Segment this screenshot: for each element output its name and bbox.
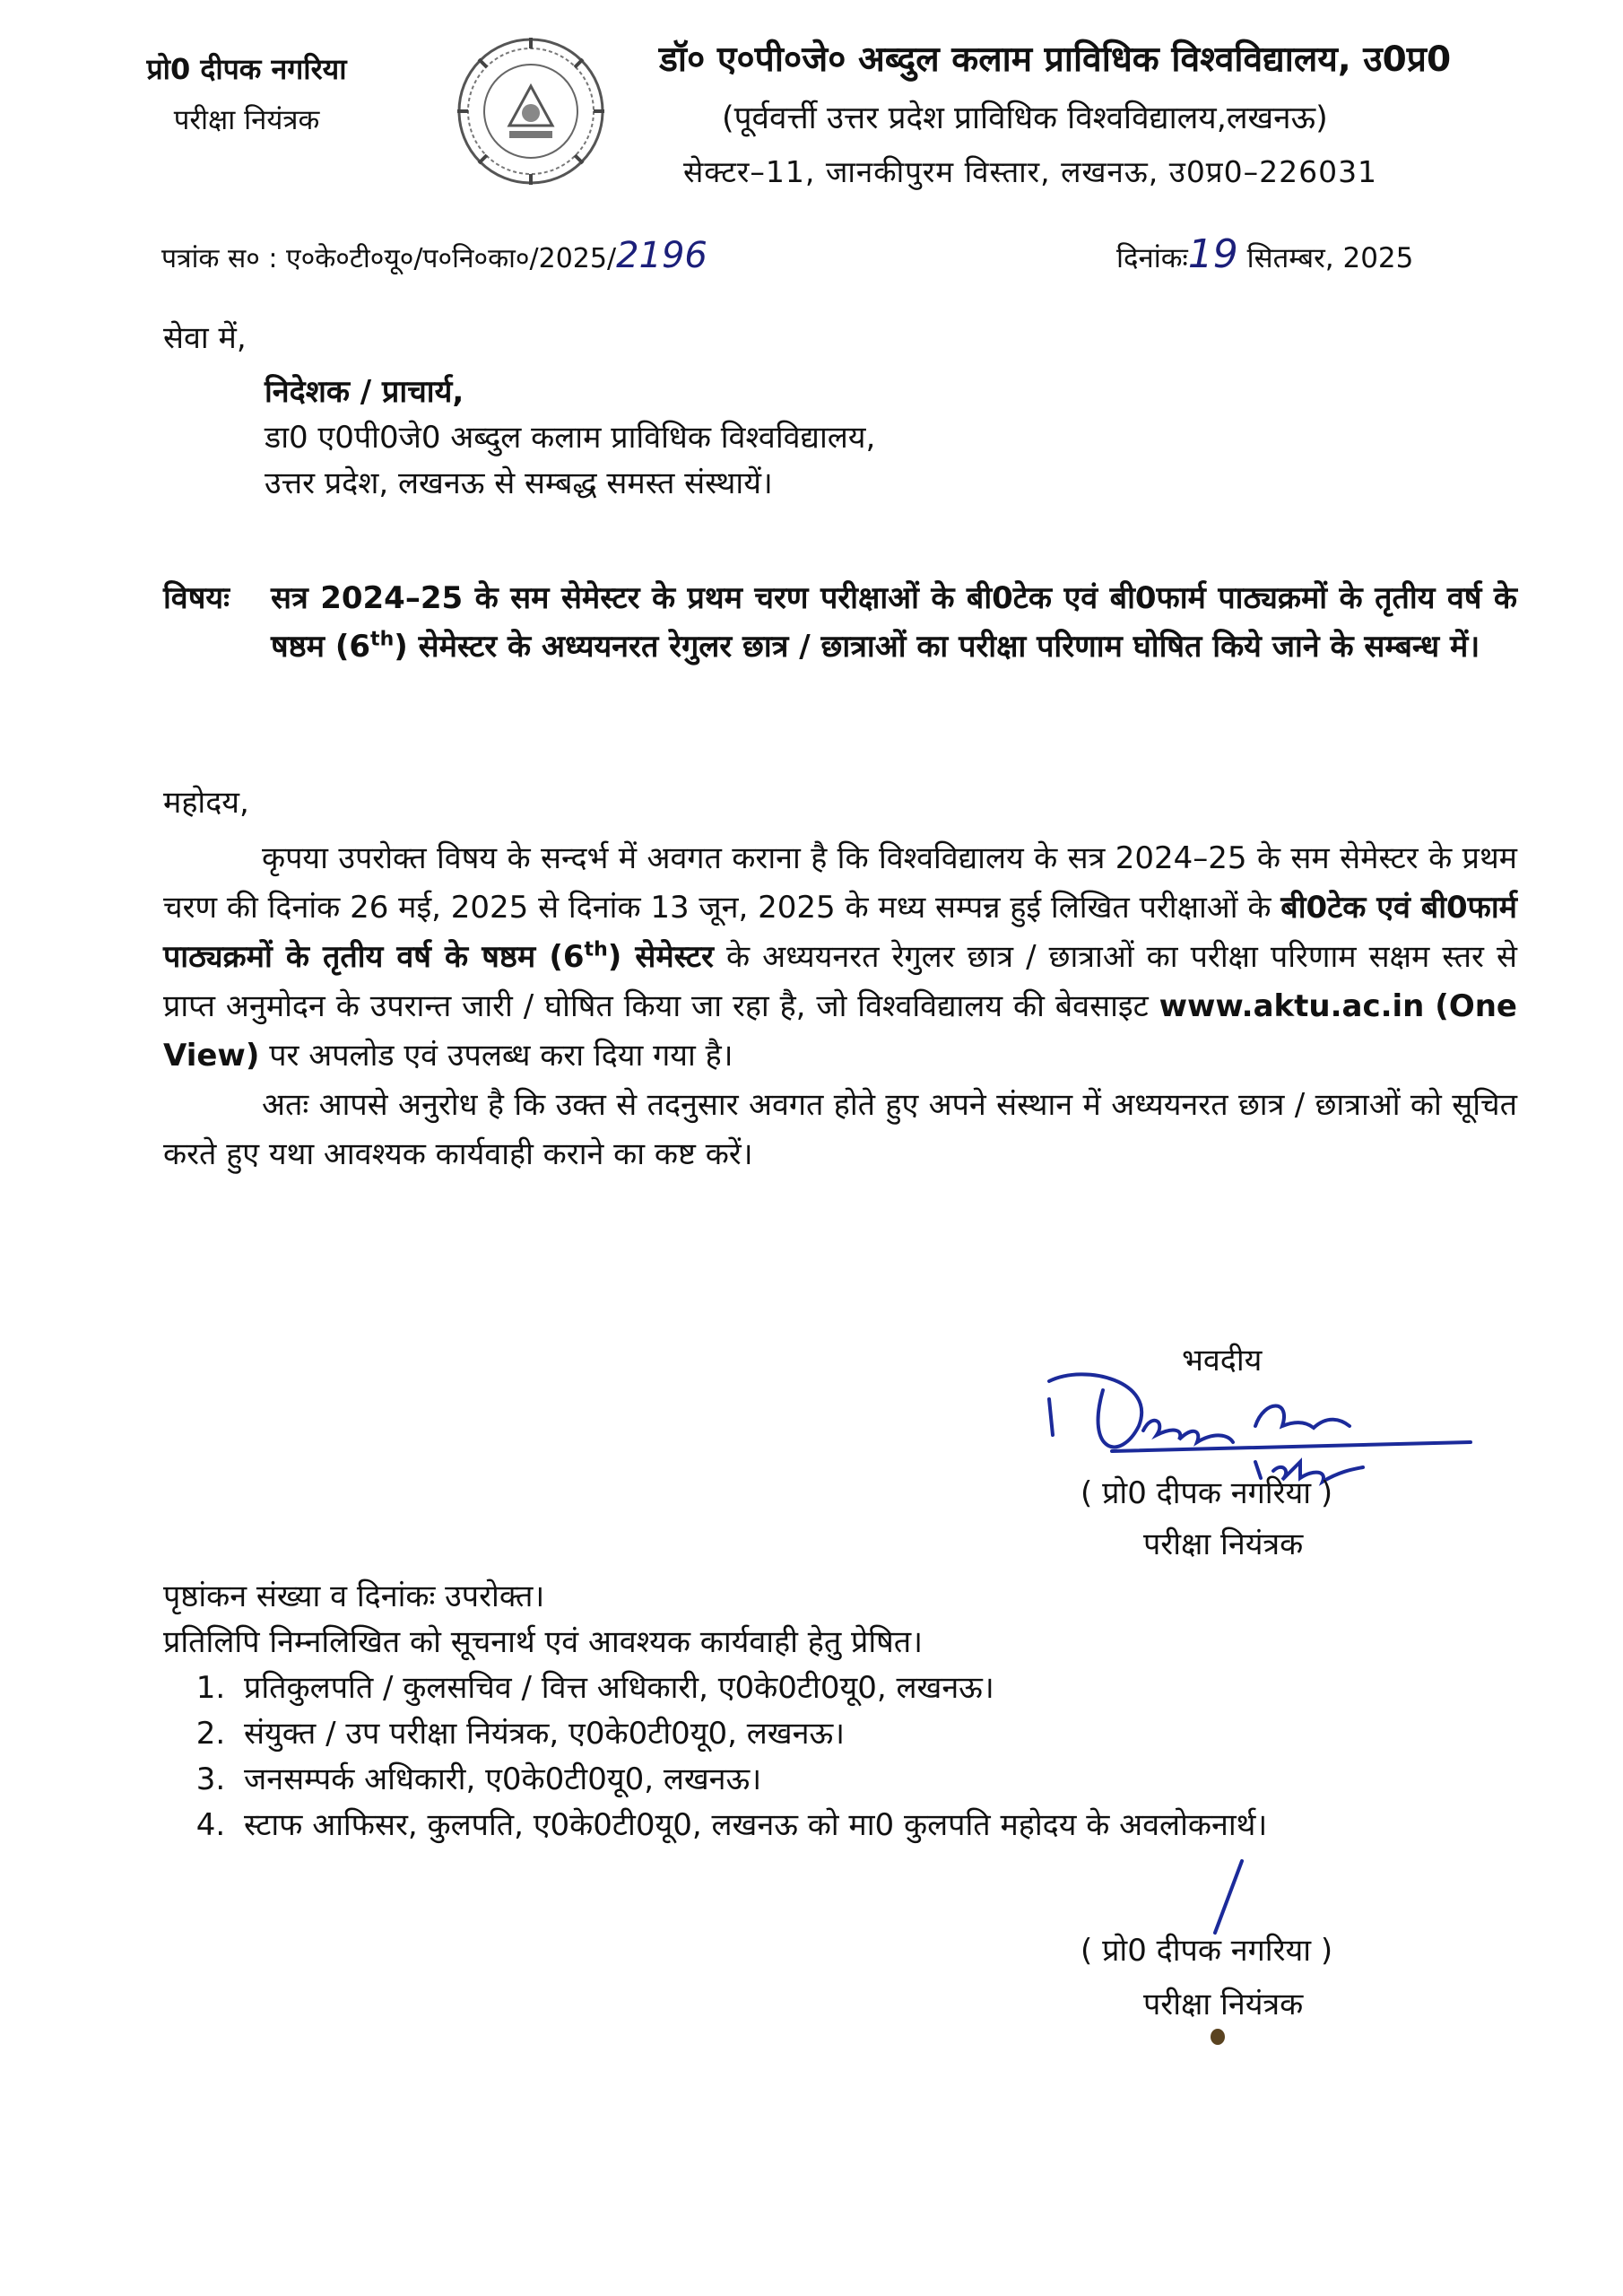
- university-seal-icon: [456, 36, 606, 187]
- university-header: [632, 34, 1556, 191]
- subject-sup: th: [370, 629, 395, 652]
- ink-blot: [1211, 2029, 1225, 2045]
- addressee-line-3: उत्तर प्रदेश, लखनऊ से सम्बद्ध समस्त संस्थायें।: [265, 465, 773, 501]
- date-prefix: दिनांकः: [1116, 242, 1188, 274]
- reference-prefix: पत्रांक स० : ए०के०टी०यू०/प०नि०का०/2025/: [161, 243, 617, 274]
- list-item: 3. जनसम्पर्क अधिकारी, ए0के0टी0यू0, लखनऊ।: [235, 1757, 1508, 1803]
- endorsement-block: [163, 1574, 1508, 1848]
- initial-mark-icon: [1202, 1857, 1255, 1937]
- date-day-handwritten: 19: [1187, 231, 1238, 277]
- list-item: 4. स्टाफ आफिसर, कुलपति, ए0के0टी0यू0, लखनऊ को मा0 कुलपति महोदय के अवलोकनार्थ।: [235, 1803, 1508, 1848]
- copy-recipients-list: [163, 1665, 1508, 1848]
- endorsement-line-1: पृष्ठांकन संख्या व दिनांकः उपरोक्त।: [163, 1578, 545, 1614]
- controller-header-block: [85, 49, 408, 138]
- closing: भवदीय: [1182, 1343, 1263, 1378]
- university-address: सेक्टर–11, जानकीपुरम विस्तार, लखनऊ, उ0प्र0–226031: [683, 154, 1378, 189]
- university-name: डॉ० ए०पी०जे० अब्दुल कलाम प्राविधिक विश्वविद्यालय, उ0प्र0: [659, 39, 1452, 80]
- website-link[interactable]: www.aktu.ac.in: [1159, 988, 1425, 1025]
- list-item: 2. संयुक्त / उप परीक्षा नियंत्रक, ए0के0टी0यू0, लखनऊ।: [235, 1711, 1508, 1757]
- p1-text-c: के अध्ययनरत रेगुलर छात्र / छात्राओं का परीक्षा परिणाम सक्षम स्तर से प्राप्त अनुमोदन के उपरान्त जारी / घोषित किया जा रहा है, जो विश्वविद्यालय की बेवसाइट: [163, 939, 1517, 1025]
- addressee-line-2: डा0 ए0पी0जे0 अब्दुल कलाम प्राविधिक विश्वविद्यालय,: [265, 420, 876, 456]
- subject-text-b: ) सेमेस्टर के अध्ययनरत रेगुलर छात्र / छात्राओं का परीक्षा परिणाम घोषित किये जाने के सम्बन्ध में।: [394, 629, 1480, 665]
- p1-text-a: कृपया उपरोक्त विषय के सन्दर्भ में अवगत कराना है कि विश्वविद्यालय के सत्र 2024–25 के सम सेमेस्टर के प्रथम चरण की दिनांक 26 मई, 2025 से दिनांक 13 जून, 2025 के मध्य सम्पन्न हुई लिखित परीक्षाओं के: [163, 840, 1517, 926]
- signatory-name-2: ( प्रो0 दीपक नगरिया ): [1081, 1933, 1333, 1969]
- university-former-name: (पूर्ववर्त्ती उत्तर प्रदेश प्राविधिक विश्वविद्यालय,लखनऊ): [722, 100, 1328, 136]
- signatory-designation: परीक्षा नियंत्रक: [1143, 1526, 1304, 1562]
- list-item: 1. प्रतिकुलपति / कुलसचिव / वित्त अधिकारी, ए0के0टी0यू0, लखनऊ।: [235, 1665, 1508, 1711]
- subject-text-a: सत्र 2024–25 के सम सेमेस्टर के प्रथम चरण परीक्षाओं के बी0टेक एवं बी0फार्म पाठ्यक्रमों के तृतीय वर्ष के षष्ठम (6: [271, 580, 1517, 665]
- subject-text: [271, 574, 1517, 672]
- controller-name: प्रो0 दीपक नगरिया: [146, 52, 347, 86]
- addressee-to: सेवा में,: [163, 320, 247, 356]
- reference-number-line: [161, 235, 707, 276]
- endorsement-line-2: प्रतिलिपि निम्नलिखित को सूचनार्थ एवं आवश्यक कार्यवाही हेतु प्रेषित।: [163, 1624, 924, 1660]
- controller-designation: परीक्षा नियंत्रक: [173, 104, 320, 136]
- p1-bold: बी0टेक एवं बी0फार्म पाठ्यक्रमों के तृतीय वर्ष के षष्ठम (6: [163, 890, 1518, 976]
- subject-block: [163, 574, 1517, 672]
- addressee-block: [265, 370, 1341, 507]
- salutation: महोदय,: [163, 785, 249, 821]
- letter-body: [163, 834, 1517, 1180]
- one-view-label: (One View): [163, 988, 1517, 1074]
- addressee-line-1: निदेशक / प्राचार्य,: [265, 374, 464, 410]
- body-paragraph-1: [163, 834, 1517, 1081]
- body-paragraph-2: अतः आपसे अनुरोध है कि उक्त से तदनुसार अवगत होते हुए अपने संस्थान में अध्ययनरत छात्र / छात्राओं को सूचित करते हुए यथा आवश्यक कार्यवाही कराने का कष्ट करें।: [163, 1087, 1517, 1173]
- p1-sup: th: [584, 938, 608, 961]
- signatory-designation-2: परीक्षा नियंत्रक: [1143, 1987, 1304, 2022]
- reference-number-handwritten: 2196: [616, 235, 707, 276]
- date-month-year: सितम्बर, 2025: [1237, 242, 1414, 274]
- date-line: [1116, 231, 1413, 277]
- p1-bold-2: ) सेमेस्टर: [607, 939, 714, 976]
- p1-text-d: पर अपलोड एवं उपलब्ध करा दिया गया है।: [259, 1038, 733, 1074]
- signatory-name: ( प्रो0 दीपक नगरिया ): [1081, 1475, 1333, 1511]
- subject-label: विषयः: [163, 580, 230, 616]
